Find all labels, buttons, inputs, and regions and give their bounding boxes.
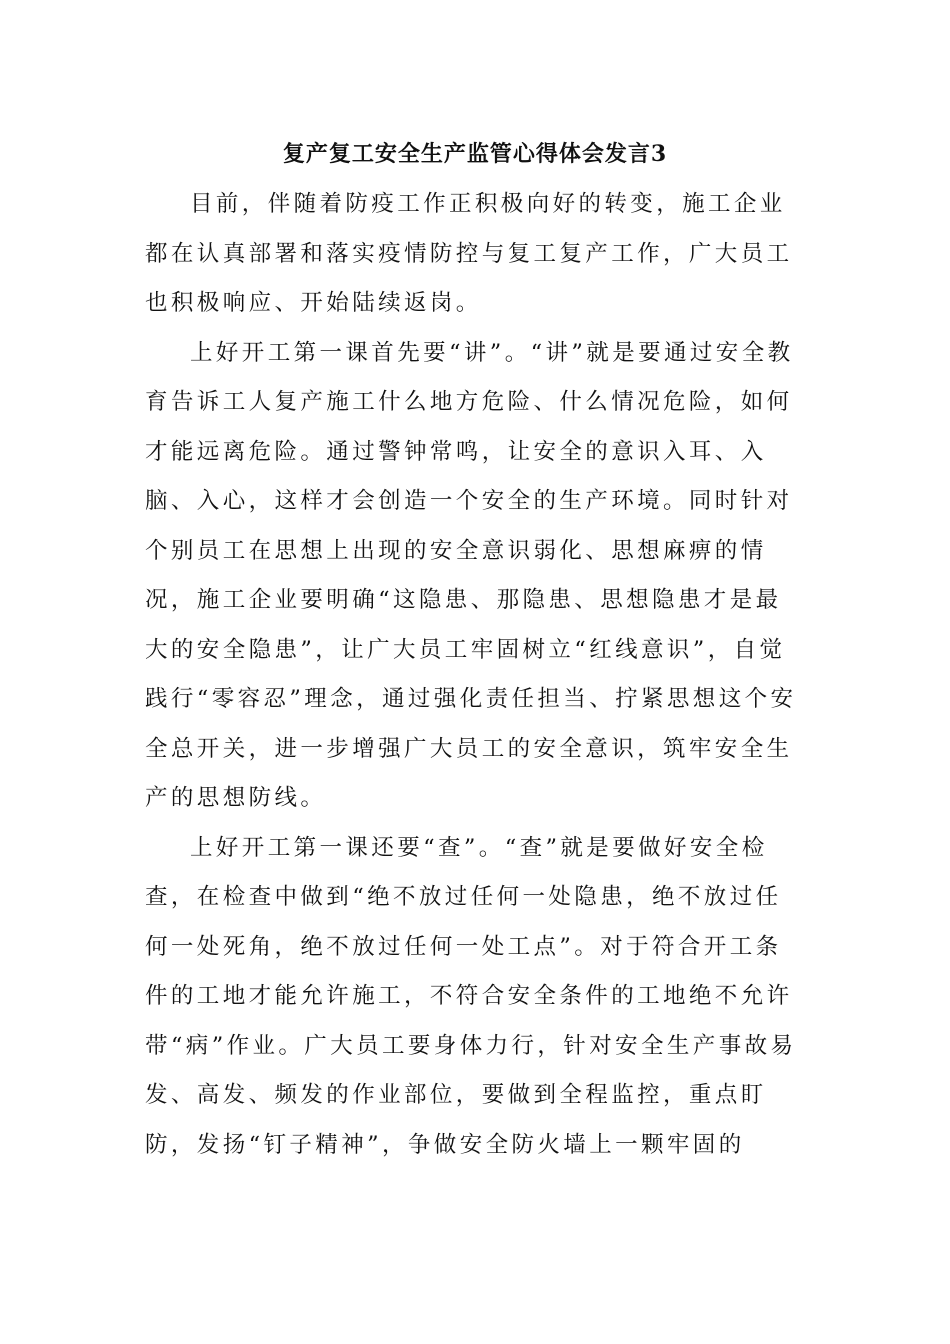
- document-body: [145, 180, 805, 1170]
- paragraph-3: 上好开工第一课还要“查”。“查”就是要做好安全检查，在检查中做到“绝不放过任何一处隐患，绝不放过任何一处死角，绝不放过任何一处工点”。对于符合开工条件的工地才能允许施工，不符合安全条件的工地绝不允许带“病”作业。广大员工要身体力行，针对安全生产事故易发、高发、频发的作业部位，要做到全程监控，重点盯防，发扬“钉子精神”，争做安全防火墙上一颗牢固的: [145, 834, 797, 1158]
- document-title: 复产复工安全生产监管心得体会发言3: [282, 141, 668, 167]
- paragraph-2: 上好开工第一课首先要“讲”。“讲”就是要通过安全教育告诉工人复产施工什么地方危险、什么情况危险，如何才能远离危险。通过警钟常鸣，让安全的意识入耳、入脑、入心，这样才会创造一个安全的生产环境。同时针对个别员工在思想上出现的安全意识弱化、思想麻痹的情况，施工企业要明确“这隐患、那隐患、思想隐患才是最大的安全隐患”，让广大员工牢固树立“红线意识”，自觉践行“零容忍”理念，通过强化责任担当、拧紧思想这个安全总开关，进一步增强广大员工的安全意识，筑牢安全生产的思想防线。: [145, 339, 797, 811]
- paragraph-1: 目前，伴随着防疫工作正积极向好的转变，施工企业都在认真部署和落实疫情防控与复工复产工作，广大员工也积极响应、开始陆续返岗。: [145, 191, 793, 316]
